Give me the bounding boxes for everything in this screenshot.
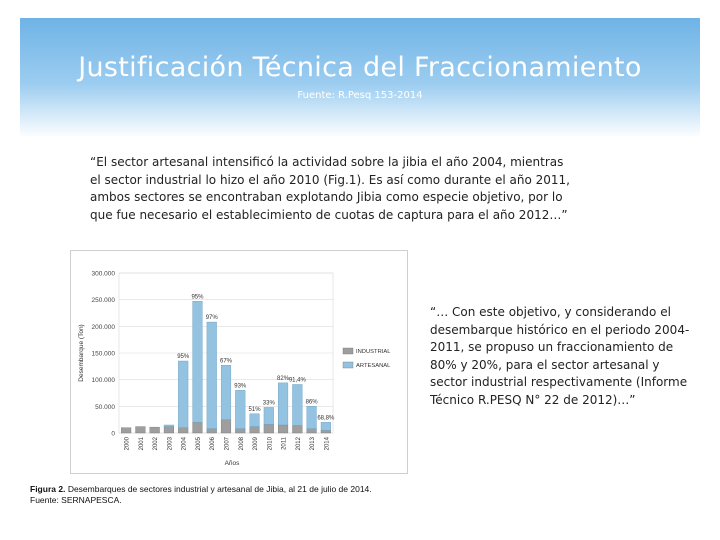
x-tick-label: 2005 (195, 437, 202, 451)
bar-industrial (164, 427, 174, 433)
data-label: 93% (234, 383, 247, 390)
data-label: 97% (205, 315, 218, 322)
bar-artesanal (221, 365, 231, 419)
y-tick-label: 0 (111, 430, 115, 438)
bar-artesanal (278, 383, 288, 425)
y-tick-label: 250.000 (91, 297, 115, 305)
y-axis-label: Desembarque (Ton) (78, 324, 85, 382)
x-tick-label: 2011 (281, 437, 288, 450)
bar-industrial (150, 427, 160, 433)
bar-industrial (321, 430, 331, 433)
bar-industrial (235, 429, 245, 433)
x-tick-label: 2010 (267, 437, 274, 451)
x-tick-label: 2009 (253, 437, 260, 451)
data-label: 67% (219, 358, 233, 365)
bar-industrial (278, 425, 288, 433)
x-tick-label: 2000 (124, 437, 131, 451)
bar-artesanal (193, 301, 203, 422)
bar-industrial (193, 422, 203, 433)
data-label: 33% (262, 400, 275, 407)
bar-industrial (136, 427, 146, 433)
y-tick-label: 150.000 (91, 350, 115, 358)
x-tick-label: 2013 (310, 437, 317, 451)
x-tick-label: 2004 (181, 437, 188, 451)
x-tick-label: 2014 (324, 437, 331, 451)
x-tick-label: 2008 (238, 437, 245, 451)
bar-chart (71, 251, 407, 473)
x-tick-label: 2007 (224, 437, 231, 451)
y-tick-label: 200.000 (91, 323, 115, 331)
y-tick-label: 50.000 (95, 403, 115, 411)
x-tick-label: 2012 (295, 437, 302, 451)
bar-industrial (307, 429, 317, 433)
bar-artesanal (307, 406, 317, 428)
data-label: 91,4% (288, 377, 306, 384)
x-axis-label: Años (224, 460, 240, 467)
bar-artesanal (207, 322, 217, 429)
data-label: 51% (248, 406, 261, 413)
bar-industrial (178, 428, 188, 433)
quote-paragraph-1: “El sector artesanal intensificó la actividad sobre la jibia el año 2004, mientras el sector industrial lo hizo el año 2010 (Fig.1). Es así como durante el año 2011, ambos sectores se encontraban explotando Jibia como especie objetivo, por lo que fue necesario el establecimiento de cuotas de captura para el año 2012…” (90, 155, 570, 222)
bar-industrial (121, 428, 131, 433)
data-label: 86% (305, 399, 318, 406)
bar-artesanal (292, 384, 302, 425)
bar-artesanal (178, 361, 188, 428)
figure-caption (30, 484, 430, 506)
x-tick-label: 2003 (167, 437, 174, 451)
quote-paragraph-2: “… Con este objetivo, y considerando el desembarque histórico en el periodo 2004-2011, se propuso un fraccionamiento de 80% y 20%, para el sector artesanal y sector industrial respectivamente (Informe Técnico R.PESQ N° 22 de 2012)…” (430, 305, 690, 407)
caption-label: Figura 2. (30, 484, 66, 494)
legend-swatch (343, 348, 353, 354)
data-label: 82% (277, 375, 290, 382)
data-label: 95% (191, 294, 204, 301)
bar-industrial (221, 420, 231, 433)
x-tick-label: 2001 (138, 437, 145, 451)
y-tick-label: 300.000 (91, 270, 115, 278)
caption-source: Fuente: SERNAPESCA. (30, 495, 122, 505)
bar-industrial (264, 424, 274, 433)
chart-frame (70, 250, 408, 474)
bar-artesanal (164, 425, 174, 427)
slide-source: Fuente: R.Pesq 153-2014 (297, 90, 423, 101)
y-tick-label: 100.000 (91, 377, 115, 385)
caption-text: Desembarques de sectores industrial y artesanal de Jibia, al 21 de julio de 2014. (67, 484, 372, 494)
bar-artesanal (250, 414, 260, 427)
legend-swatch (343, 362, 353, 368)
legend-label: INDUSTRIAL (356, 349, 391, 355)
bar-industrial (250, 427, 260, 433)
x-tick-label: 2002 (153, 437, 160, 451)
x-tick-label: 2006 (210, 437, 217, 451)
bar-artesanal (235, 390, 245, 428)
slide-title: Justificación Técnica del Fraccionamiento (78, 52, 642, 83)
bar-industrial (292, 426, 302, 433)
bar-industrial (207, 429, 217, 433)
data-label: 95% (177, 354, 190, 360)
bar-artesanal (321, 422, 331, 430)
bar-artesanal (264, 407, 274, 424)
legend-label: ARTESANAL (356, 363, 391, 369)
data-label: 68,8% (317, 415, 335, 422)
